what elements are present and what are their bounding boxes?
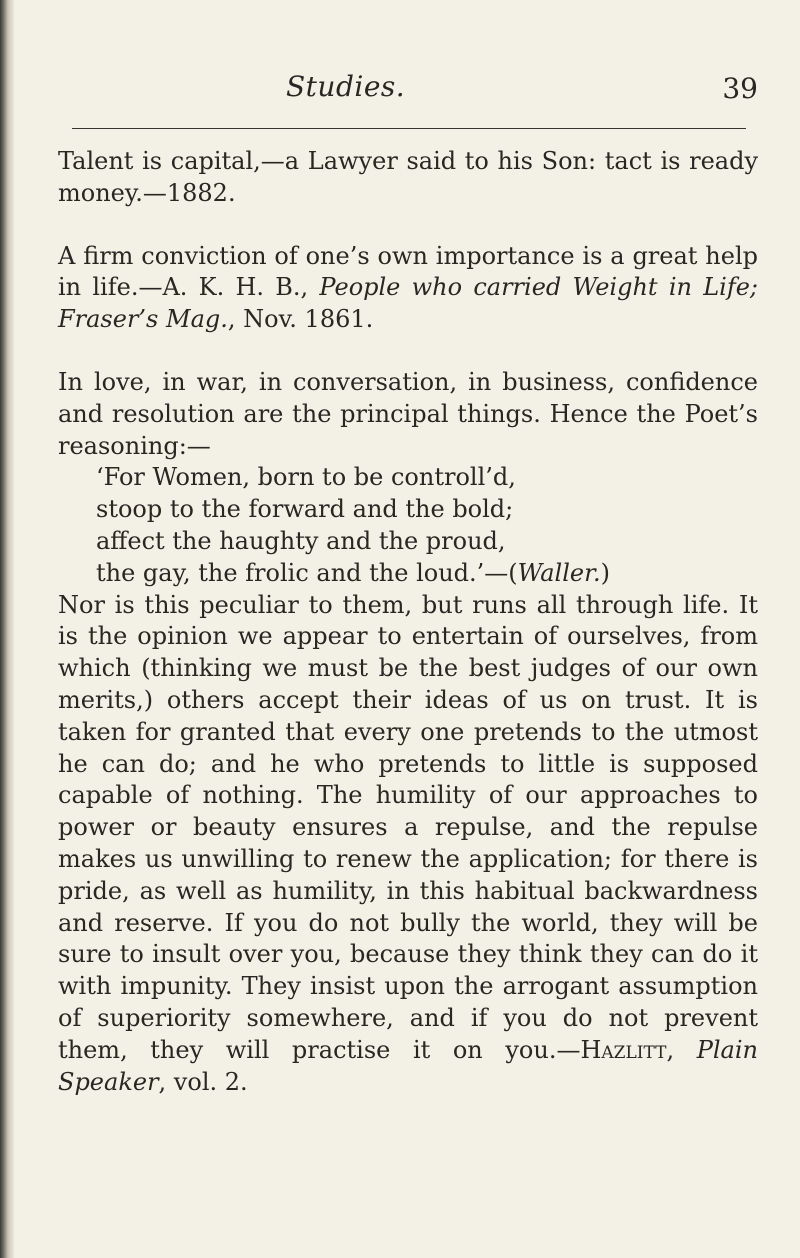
- paragraph-talent: Talent is capital,—a Lawyer said to his Son: tact is ready money.—1882.: [58, 147, 758, 207]
- verse-line-2: stoop to the forward and the bold;: [96, 495, 514, 524]
- verse-attribution-close: ): [600, 558, 610, 587]
- paragraph-hazlitt: [58, 590, 758, 1099]
- verse-line-4-text: the gay, the frolic and the loud.’—(: [96, 558, 518, 587]
- verse-line-4: [96, 558, 758, 590]
- verse-line-1: ‘For Women, born to be controll’d,: [96, 463, 516, 492]
- verse-quotation: [58, 462, 758, 589]
- work-volume: , vol. 2.: [158, 1067, 248, 1096]
- paragraph-conviction-text: A firm conviction of one’s own importance is a great help in life.—A. K. H. B.,: [58, 241, 758, 302]
- verse-line-3: affect the haughty and the proud,: [96, 526, 506, 555]
- book-gutter-shadow: [0, 0, 14, 1258]
- author-name: Hazlitt: [580, 1035, 667, 1064]
- page-body: [58, 146, 758, 1098]
- page-number: 39: [722, 72, 758, 105]
- work-title: Plain Speaker: [58, 1035, 758, 1096]
- citation-title: People who carried Weight in Life; Fraser’s Mag.: [58, 273, 758, 334]
- paragraph-conviction: [58, 241, 758, 336]
- author-sep: ,: [666, 1035, 697, 1064]
- header-rule: [72, 128, 746, 129]
- running-head: [58, 70, 758, 120]
- paragraph-hazlitt-text: Nor is this peculiar to them, but runs all through life. It is the opinion we appear to entertain of ourselves, from which (thinking we must be the best judges of our own merits,) others accept their ideas of us on trust. It is taken for granted that every one pretends to the utmost he can do; and he who pretends to little is supposed capable of nothing. The humility of our approaches to power or beauty ensures a repulse, and the repulse makes us unwilling to renew the application; for there is pride, as well as humility, in this habitual backwardness and reserve. If you do not bully the world, they will be sure to insult over you, because they think they can do it with impunity. They insist upon the arrogant assumption of superiority somewhere, and if you do not prevent them, they will practise it on you.—: [58, 590, 758, 1064]
- paragraph-confidence: In love, in war, in conversation, in business, confidence and resolution are the principal things. Hence the Poet’s reasoning:—: [58, 367, 758, 460]
- citation-date: , Nov. 1861.: [227, 305, 374, 334]
- running-title: Studies.: [286, 70, 406, 103]
- verse-attribution: Waller.: [517, 558, 601, 587]
